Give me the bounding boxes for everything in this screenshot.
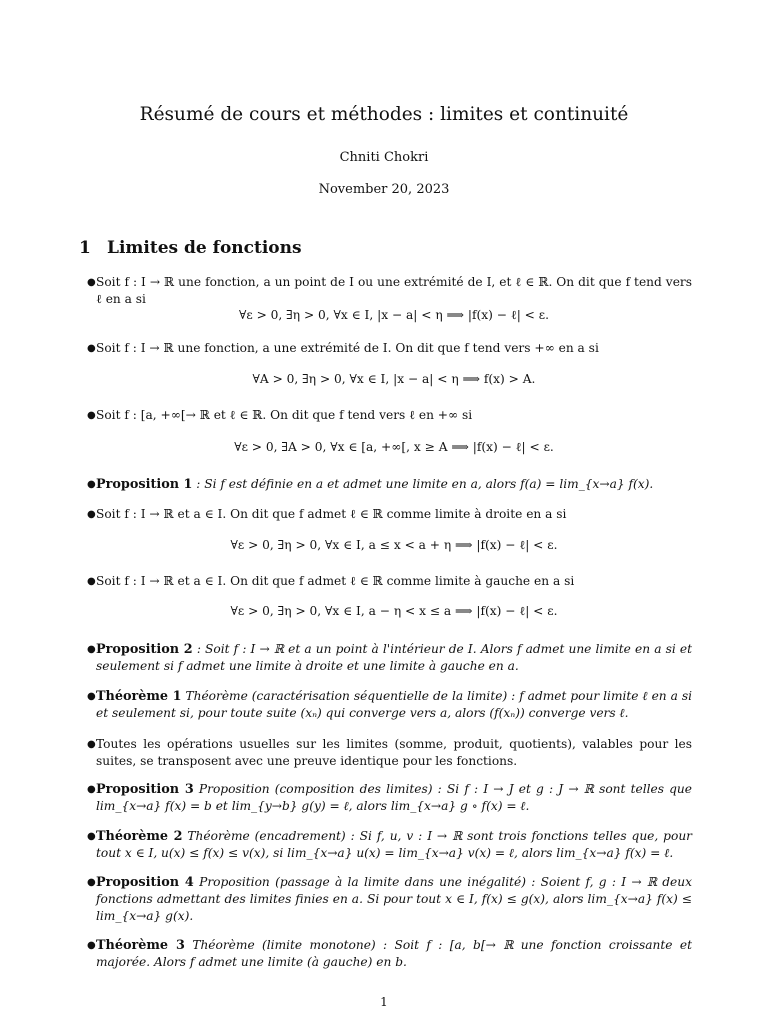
bullet-icon: ● bbox=[87, 691, 96, 702]
section-heading bbox=[79, 238, 302, 258]
item-label: Proposition 1 bbox=[96, 477, 193, 492]
formula: ∀ε > 0, ∃η > 0, ∀x ∈ I, a − η < x ≤ a ⟹ |f(x) − ℓ| < ε. bbox=[230, 604, 558, 618]
list-item: ● Théorème 1 Théorème (caractérisation séquentielle de la limite) : f admet pour limite ℓ en a si et seulement si, pour toute suite (xₙ) qui converge vers a, alors (f(xₙ)) converge vers ℓ. bbox=[87, 689, 692, 720]
list-item: ● Théorème 3 Théorème (limite monotone) : Soit f : [a, b[→ ℝ une fonction croissante et majorée. Alors f admet une limite (à gauche) en b. bbox=[87, 938, 692, 969]
bullet-icon: ● bbox=[87, 877, 96, 888]
list-item: ● Soit f : I → ℝ et a ∈ I. On dit que f admet ℓ ∈ ℝ comme limite à droite en a si bbox=[87, 507, 567, 521]
list-item: ● Soit f : I → ℝ une fonction, a une extrémité de I. On dit que f tend vers +∞ en a si bbox=[87, 341, 599, 355]
bullet-icon: ● bbox=[87, 410, 96, 421]
bullet-icon: ● bbox=[87, 940, 96, 951]
list-item: ● Proposition 4 Proposition (passage à la limite dans une inégalité) : Soient f, g : I → ℝ deux fonctions admettant des limites finies en a. Si pour tout x ∈ I, f(x) ≤ g(x), alors lim_{x→a} f(x) ≤ lim_{x→a} g(x). bbox=[87, 875, 692, 923]
document-title: Résumé de cours et méthodes : limites et continuité bbox=[139, 104, 629, 125]
list-item: ● Proposition 1 : Si f est définie en a et admet une limite en a, alors f(a) = lim_{x→a} f(x). bbox=[87, 477, 654, 492]
item-label: Théorème 3 bbox=[96, 938, 185, 953]
bullet-icon: ● bbox=[87, 277, 96, 288]
list-item: ● Soit f : I → ℝ et a ∈ I. On dit que f admet ℓ ∈ ℝ comme limite à gauche en a si bbox=[87, 574, 575, 588]
formula: ∀ε > 0, ∃η > 0, ∀x ∈ I, |x − a| < η ⟹ |f(x) − ℓ| < ε. bbox=[239, 308, 549, 322]
list-item: ● Toutes les opérations usuelles sur les limites (somme, produit, quotients), valables pour les suites, se transposent avec une preuve identique pour les fonctions. bbox=[87, 737, 692, 768]
list-item: ● Soit f : I → ℝ une fonction, a un point de I ou une extrémité de I, et ℓ ∈ ℝ. On dit que f tend vers ℓ en a si bbox=[87, 275, 692, 306]
section-title: Limites de fonctions bbox=[107, 238, 302, 258]
list-item: ● Théorème 2 Théorème (encadrement) : Si f, u, v : I → ℝ sont trois fonctions telles que, pour tout x ∈ I, u(x) ≤ f(x) ≤ v(x), si lim_{x→a} u(x) = lim_{x→a} v(x) = ℓ, alors lim_{x→a} f(x) = ℓ. bbox=[87, 829, 692, 860]
bullet-icon: ● bbox=[87, 576, 96, 587]
bullet-icon: ● bbox=[87, 784, 96, 795]
page-number: 1 bbox=[380, 995, 388, 1009]
document-author: Chniti Chokri bbox=[339, 150, 429, 165]
bullet-icon: ● bbox=[87, 739, 96, 750]
bullet-icon: ● bbox=[87, 644, 96, 655]
item-label: Proposition 4 bbox=[96, 875, 194, 890]
item-label: Proposition 2 bbox=[96, 642, 193, 657]
bullet-icon: ● bbox=[87, 479, 96, 490]
bullet-icon: ● bbox=[87, 509, 96, 520]
document-date: November 20, 2023 bbox=[318, 182, 450, 197]
formula: ∀A > 0, ∃η > 0, ∀x ∈ I, |x − a| < η ⟹ f(x) > A. bbox=[252, 372, 536, 386]
item-label: Théorème 2 bbox=[96, 829, 183, 844]
bullet-icon: ● bbox=[87, 831, 96, 842]
item-label: Proposition 3 bbox=[96, 782, 194, 797]
list-item: ● Soit f : [a, +∞[→ ℝ et ℓ ∈ ℝ. On dit que f tend vers ℓ en +∞ si bbox=[87, 408, 473, 422]
formula: ∀ε > 0, ∃A > 0, ∀x ∈ [a, +∞[, x ≥ A ⟹ |f(x) − ℓ| < ε. bbox=[234, 440, 554, 454]
item-label: Théorème 1 bbox=[96, 689, 182, 704]
list-item: ● Proposition 2 : Soit f : I → ℝ et a un point à l'intérieur de I. Alors f admet une limite en a si et seulement si f admet une limite à droite et une limite à gauche en a. bbox=[87, 642, 693, 673]
list-item: ● Proposition 3 Proposition (composition des limites) : Si f : I → J et g : J → ℝ sont telles que lim_{x→a} f(x) = b et lim_{y→b} g(y) = ℓ, alors lim_{x→a} g ∘ f(x) = ℓ. bbox=[87, 782, 692, 813]
bullet-icon: ● bbox=[87, 343, 96, 354]
section-number: 1 bbox=[79, 238, 91, 258]
formula: ∀ε > 0, ∃η > 0, ∀x ∈ I, a ≤ x < a + η ⟹ |f(x) − ℓ| < ε. bbox=[230, 538, 558, 552]
